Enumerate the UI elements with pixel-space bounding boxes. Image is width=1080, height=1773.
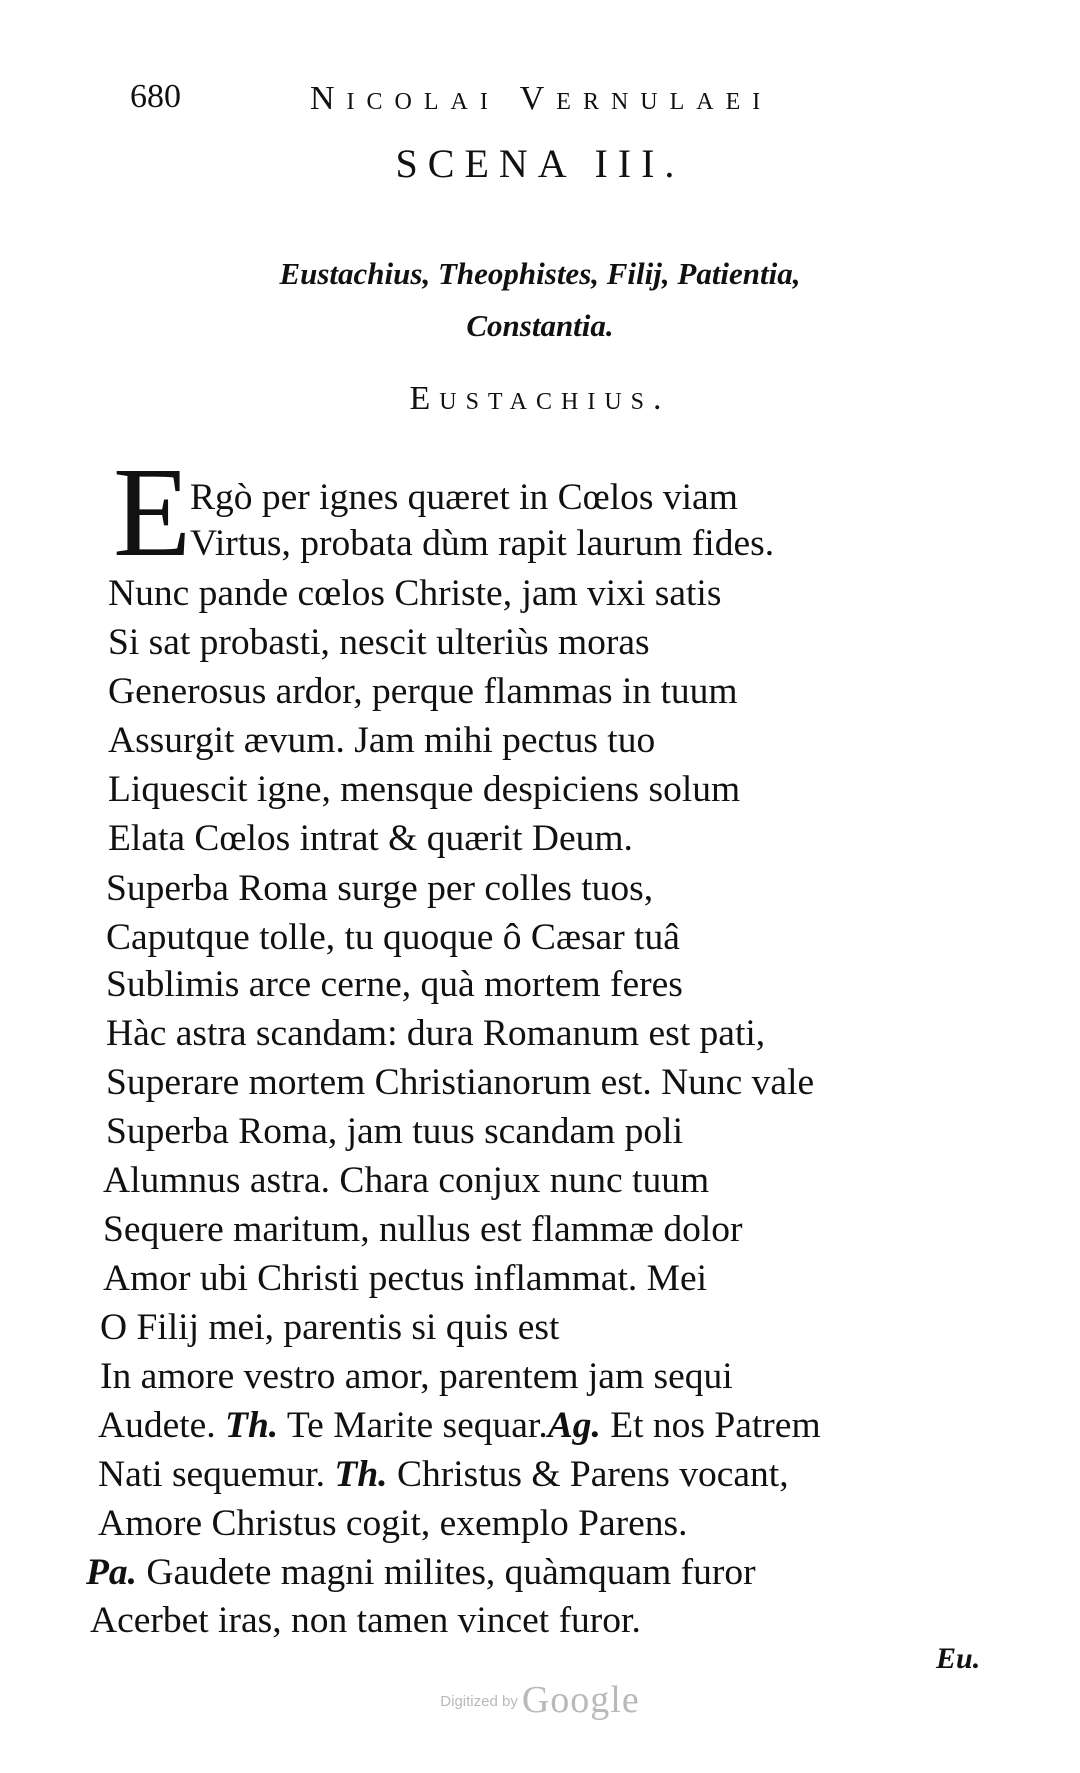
- verse-line-1: Rgò per ignes quæret in Cœlos viam: [190, 477, 738, 518]
- scene-title: SCENA III.: [395, 141, 685, 186]
- verse-line-12: Hàc astra scandam: dura Romanum est pati,: [106, 1013, 766, 1054]
- verse-line-23-text: Gaudete magni milites, quàmquam furor: [137, 1552, 756, 1593]
- verse-line-20: [98, 1403, 821, 1449]
- verse-line-18: O Filij mei, parentis si quis est: [100, 1307, 560, 1348]
- verse-line-16: Sequere maritum, nullus est flammæ dolor: [103, 1209, 743, 1250]
- character-list-line-1: Eustachius, Theophistes, Filij, Patientia,: [279, 256, 801, 291]
- verse-line-3: Nunc pande cœlos Christe, jam vixi satis: [108, 573, 722, 614]
- drop-cap: E: [113, 441, 192, 583]
- watermark-digitized-by: Digitized by: [440, 1693, 518, 1710]
- speaker-abbr-agapius: Ag.: [547, 1405, 601, 1446]
- verse-line-19: In amore vestro amor, parentem jam sequi: [100, 1356, 733, 1397]
- page-number: 680: [130, 78, 181, 115]
- verse-line-6: Assurgit ævum. Jam mihi pectus tuo: [108, 720, 656, 761]
- speaker-heading: Eustachius.: [409, 380, 671, 417]
- verse-line-7: Liquescit igne, mensque despiciens solum: [108, 769, 741, 810]
- verse-line-4: Si sat probasti, nescit ulteriùs moras: [108, 622, 650, 663]
- watermark-brand: Google: [521, 1679, 640, 1721]
- verse-line-10: Caputque tolle, tu quoque ô Cæsar tuâ: [106, 917, 680, 958]
- verse-line-21: [98, 1452, 789, 1498]
- verse-line-17: Amor ubi Christi pectus inflammat. Mei: [103, 1258, 708, 1299]
- verse-line-24: Acerbet iras, non tamen vincet furor.: [90, 1600, 641, 1641]
- verse-line-23: [86, 1550, 756, 1596]
- speaker-abbr-theophistes-2: Th.: [334, 1454, 388, 1495]
- digitized-watermark: [0, 1678, 1080, 1722]
- catchword: Eu.: [936, 1642, 981, 1675]
- verse-line-20-end: Et nos Patrem: [600, 1405, 821, 1446]
- verse-line-8: Elata Cœlos intrat & quærit Deum.: [108, 818, 633, 859]
- speaker-abbr-patientia: Pa.: [86, 1552, 138, 1593]
- verse-line-11: Sublimis arce cerne, quà mortem feres: [106, 964, 683, 1005]
- running-title: Nicolai Vernulaei: [310, 80, 773, 117]
- verse-line-5: Generosus ardor, perque flammas in tuum: [108, 671, 738, 712]
- speaker-abbr-theophistes: Th.: [225, 1405, 279, 1446]
- verse-line-15: Alumnus astra. Chara conjux nunc tuum: [103, 1160, 710, 1201]
- verse-line-13: Superare mortem Christianorum est. Nunc vale: [106, 1062, 815, 1103]
- verse-line-22: Amore Christus cogit, exemplo Parens.: [98, 1503, 688, 1544]
- character-list-line-2: Constantia.: [466, 308, 614, 343]
- verse-line-2: Virtus, probata dùm rapit laurum fides.: [190, 523, 775, 564]
- verse-line-20-start: Audete.: [98, 1405, 226, 1446]
- verse-line-9: Superba Roma surge per colles tuos,: [106, 868, 654, 909]
- verse-line-21-start: Nati sequemur.: [98, 1454, 335, 1495]
- verse-line-20-middle: Te Marite sequar.: [278, 1405, 548, 1446]
- verse-line-14: Superba Roma, jam tuus scandam poli: [106, 1111, 683, 1152]
- verse-line-21-end: Christus & Parens vocant,: [387, 1454, 789, 1495]
